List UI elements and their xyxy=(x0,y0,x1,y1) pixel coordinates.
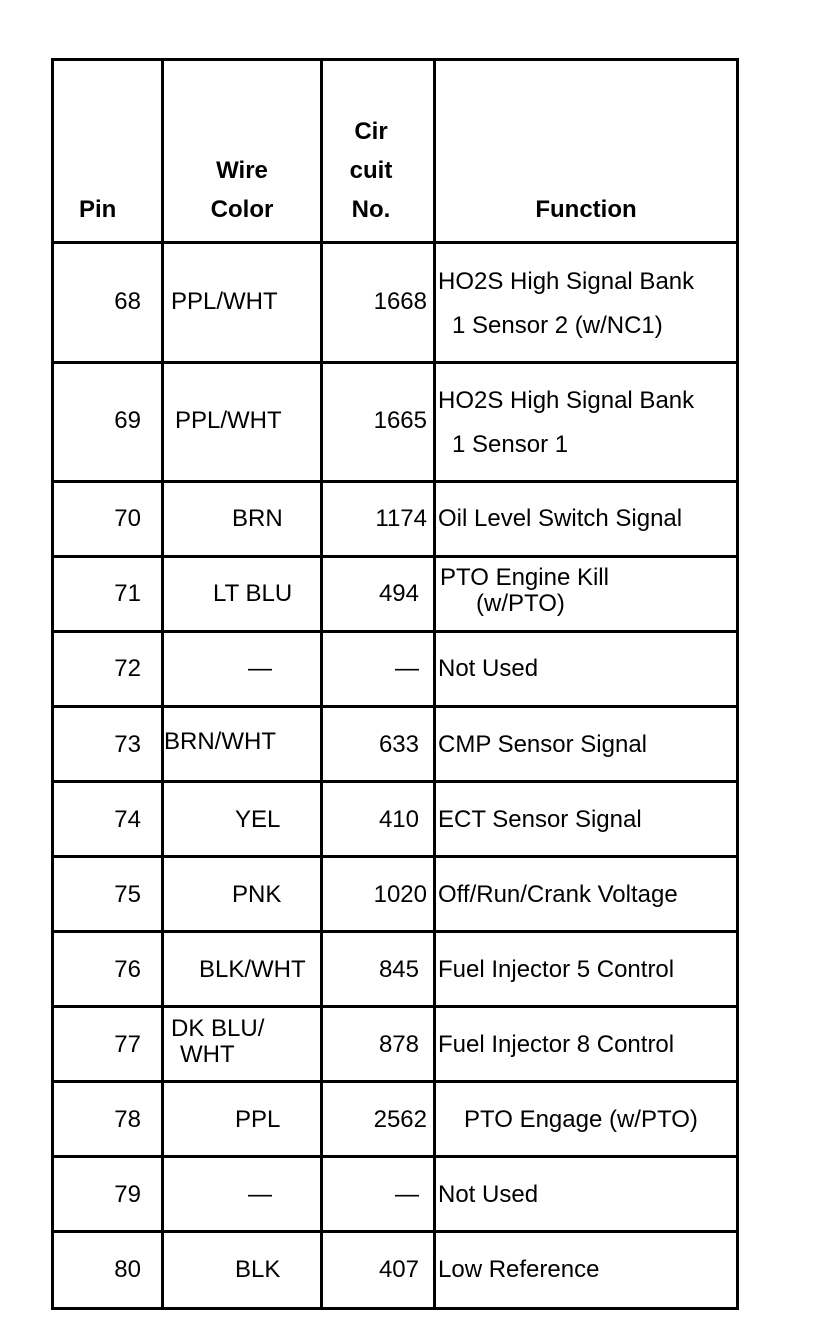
pin-cell: 74 xyxy=(114,806,141,833)
circuit-cell: 1174 xyxy=(375,505,427,532)
wire-color-cell: PPL xyxy=(235,1106,281,1133)
wire-color-cell: PNK xyxy=(232,881,282,908)
header-wire-color-line: Color xyxy=(210,196,274,223)
row-divider xyxy=(51,361,739,364)
circuit-cell: 633 xyxy=(378,731,419,758)
wire-color-cell: BLK xyxy=(235,1256,281,1283)
header-circuit-no-line: Cir xyxy=(354,118,388,145)
pin-cell: 73 xyxy=(114,731,141,758)
function-line: 1 Sensor 1 xyxy=(452,431,569,458)
column-divider xyxy=(433,58,436,1310)
table-border-bottom xyxy=(51,1307,739,1310)
row-divider xyxy=(51,555,739,558)
row-divider xyxy=(51,1005,739,1008)
pin-cell: 79 xyxy=(114,1181,141,1208)
wire-color-cell: LT BLU xyxy=(213,580,293,607)
row-divider xyxy=(51,1155,739,1158)
connector-pinout-table xyxy=(51,58,739,1310)
header-circuit-no xyxy=(323,112,419,229)
circuit-cell: 845 xyxy=(378,956,419,983)
circuit-cell: 410 xyxy=(378,806,419,833)
row-divider xyxy=(51,1080,739,1083)
function-cell: Low Reference xyxy=(438,1256,600,1283)
pin-cell: 75 xyxy=(114,881,141,908)
function-line: 1 Sensor 2 (w/NC1) xyxy=(452,312,663,339)
pin-cell: 72 xyxy=(114,655,141,682)
wire-color-cell: BLK/WHT xyxy=(199,956,306,983)
function-cell xyxy=(438,260,694,348)
circuit-cell: 2562 xyxy=(373,1106,427,1133)
circuit-cell: 1020 xyxy=(373,881,427,908)
row-divider xyxy=(51,241,739,244)
function-cell: CMP Sensor Signal xyxy=(438,731,647,758)
wire-color-cell: PPL/WHT xyxy=(171,288,278,315)
header-circuit-no-line: cuit xyxy=(349,157,393,184)
pin-cell: 70 xyxy=(114,505,141,532)
function-line: PTO Engine Kill xyxy=(440,564,609,591)
circuit-cell: 878 xyxy=(378,1031,419,1058)
pin-cell: 68 xyxy=(114,288,141,315)
pin-cell: 80 xyxy=(114,1256,141,1283)
pin-cell: 78 xyxy=(114,1106,141,1133)
header-wire-color xyxy=(164,151,320,229)
header-circuit-no-line: No. xyxy=(351,196,391,223)
row-divider xyxy=(51,930,739,933)
row-divider xyxy=(51,705,739,708)
header-wire-color-line: Wire xyxy=(216,157,268,184)
row-divider xyxy=(51,780,739,783)
function-cell xyxy=(438,379,694,467)
function-cell: PTO Engage (w/PTO) xyxy=(464,1106,698,1133)
row-divider xyxy=(51,480,739,483)
wire-color-cell: — xyxy=(248,1181,272,1208)
circuit-cell: — xyxy=(395,655,419,682)
header-pin: Pin xyxy=(79,196,117,223)
circuit-cell: — xyxy=(395,1181,419,1208)
circuit-cell: 1668 xyxy=(373,288,427,315)
wire-color-cell: YEL xyxy=(235,806,281,833)
table-border-right xyxy=(736,58,739,1310)
function-cell: Not Used xyxy=(438,655,539,682)
pin-cell: 71 xyxy=(114,580,141,607)
function-line: (w/PTO) xyxy=(476,590,565,617)
function-cell: ECT Sensor Signal xyxy=(438,806,642,833)
function-line: HO2S High Signal Bank xyxy=(438,387,695,414)
function-cell: Off/Run/Crank Voltage xyxy=(438,881,678,908)
function-cell: Not Used xyxy=(438,1181,539,1208)
circuit-cell: 407 xyxy=(378,1256,419,1283)
wire-color-cell: BRN xyxy=(232,505,283,532)
wire-color-cell xyxy=(171,1016,264,1068)
wire-color-line: WHT xyxy=(180,1041,235,1068)
row-divider xyxy=(51,1230,739,1233)
wire-color-line: DK BLU/ xyxy=(171,1015,265,1042)
circuit-cell: 494 xyxy=(378,580,419,607)
table-border-top xyxy=(51,58,739,61)
pin-cell: 69 xyxy=(114,407,141,434)
pin-cell: 77 xyxy=(114,1031,141,1058)
function-cell: Fuel Injector 8 Control xyxy=(438,1031,675,1058)
function-cell xyxy=(440,565,609,617)
header-function: Function xyxy=(535,196,637,223)
wire-color-cell: BRN/WHT xyxy=(164,728,276,755)
row-divider xyxy=(51,630,739,633)
function-cell: Fuel Injector 5 Control xyxy=(438,956,675,983)
table-border-left xyxy=(51,58,54,1310)
wire-color-cell: — xyxy=(248,655,272,682)
pin-cell: 76 xyxy=(114,956,141,983)
row-divider xyxy=(51,855,739,858)
function-line: HO2S High Signal Bank xyxy=(438,268,695,295)
function-cell: Oil Level Switch Signal xyxy=(438,505,683,532)
circuit-cell: 1665 xyxy=(373,407,427,434)
column-divider xyxy=(161,58,164,1310)
wire-color-cell: PPL/WHT xyxy=(175,407,282,434)
